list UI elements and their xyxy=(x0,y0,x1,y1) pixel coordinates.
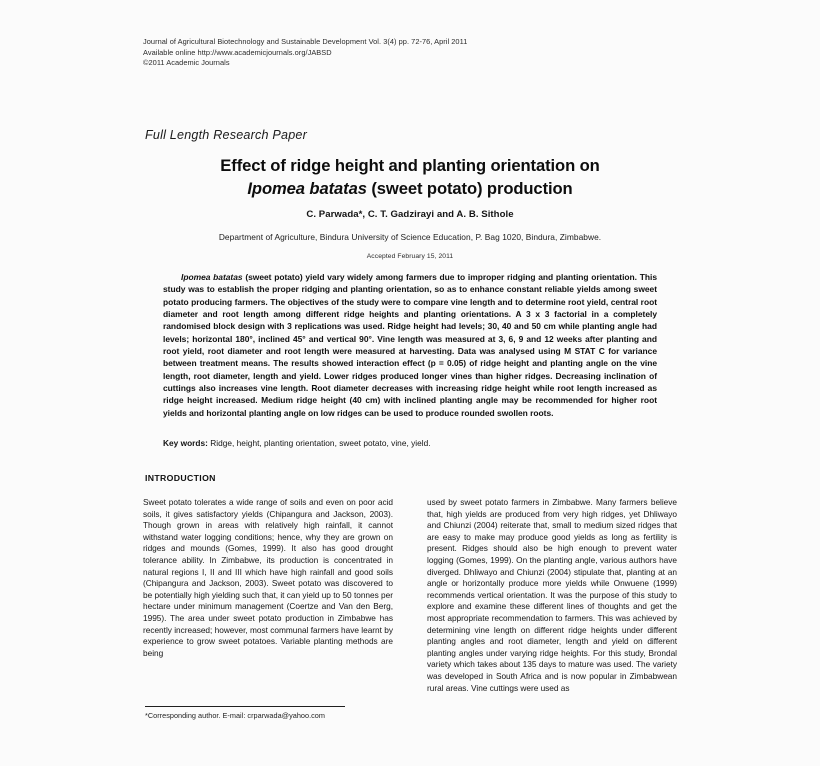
accepted-date: Accepted February 15, 2011 xyxy=(366,253,454,260)
page-title xyxy=(143,154,677,200)
column-right-paragraph: used by sweet potato farmers in Zimbabwe. Many farmers believe that, high yields are produced from very high ridges, yet Dhliwayo and Chiunzi (2004) reiterate that, small to medium sized ridges that are easy to make may produce good yields as long as fertility is present. Ridges should also be high enough to prevent water logging (Gomes, 1999). On the planting angle, various authors have diverged. Dhliwayo and Chiunzi (2004) stipulate that, planting at an angle or horizontally produce more yields while Onwuene (1999) recommends vertical orientation. It was the purpose of this study to explore and examine these different lines of thoughts and get the most appropriate recommendation to farmers. This was achieved by determining vine length on different ridge heights under different planting angles and root diameter, length and yield on different planting angles under varying ridge heights. For this study, Brondal variety which takes about 135 days to mature was used. The variety was developed in South Africa and is now popular in Zimbabwean rural areas. Vine cuttings were used as xyxy=(427,497,677,693)
paper-type-label: Full Length Research Paper xyxy=(145,128,308,142)
column-left-paragraph: Sweet potato tolerates a wide range of soils and even on poor acid soils, it gives satisfactory yields (Chipangura and Jackson, 2003). Though grown in areas with relatively high rainfall, it cannot withstand water logging conditions; hence, why they are grown on ridges and mounds (Gomes, 1999). It also has good drought tolerance ability. In Zimbabwe, its production is concentrated in natural regions I, II and III which have high rainfall and good soils (Chipangura and Jackson, 2003). Sweet potato was discovered to be potentially high yielding such that, it can yield up to 50 tonnes per hectare under minimum management (Coertze and Van den Berg, 1995). The area under sweet potato production in Zimbabwe has recently increased; however, most communal farmers have learnt by experience to grow sweet potatoes. Variable planting methods are being xyxy=(143,497,393,658)
title-species-italic: Ipomea batatas xyxy=(247,179,367,198)
masthead-line-url: Available online http://www.academicjournals.org/JABSD xyxy=(143,47,332,57)
column-left xyxy=(143,497,393,702)
title-line-1: Effect of ridge height and planting orientation on xyxy=(220,156,600,175)
body-columns xyxy=(143,497,677,702)
abstract-body: (sweet potato) yield vary widely among farmers due to improper ridging and planting orientation. This study was to establish the proper ridging and planting orientation, so as to enhance constant reliable yields among sweet potato producing farmers. The objectives of the study were to compare vine length and to determine root yield, central root diameter and root length among different ridge heights and planting orientations. A 3 x 3 factorial in a completely randomised block design with 3 replications was used. Ridge height had levels; 30, 40 and 50 cm while planting angle had levels; horizontal 180°, inclined 45° and vertical 90°. Vine length was measured at 3, 6, 9 and 12 weeks after planting and root yield, root diameter and root length were measured at harvesting. Data was analysed using M STAT C for variance between treatment means. The results showed interaction effect (p = 0.05) of ridge height and planting angle on the vine length, root diameter, length and yield. Lower ridges produced longer vines than higher ridges. Decreasing inclination of cuttings also increases vine length. Root diameter decreases with increasing ridge height while root length increased as ridge height increased. Medium ridge height (40 cm) with inclined planting angle may be recommended for higher root yields and horizontal planting angle on low ridges can be used to produce rounded swollen roots. xyxy=(163,272,658,418)
keywords-label: Key words: xyxy=(163,438,208,448)
paper-content xyxy=(143,0,677,766)
abstract-species-italic: Ipomea batatas xyxy=(181,272,243,282)
section-heading-introduction: INTRODUCTION xyxy=(145,473,216,483)
abstract-text xyxy=(163,271,657,419)
keywords-line xyxy=(163,438,657,448)
column-right xyxy=(427,497,677,702)
footnote-divider xyxy=(145,706,345,707)
title-line-2 xyxy=(143,177,677,200)
masthead-line-copyright: ©2011 Academic Journals xyxy=(143,58,230,68)
title-line-2-rest: (sweet potato) production xyxy=(366,179,573,198)
masthead-line-journal: Journal of Agricultural Biotechnology and Sustainable Development Vol. 3(4) pp. 72-76, April 2011 xyxy=(143,37,468,46)
keywords-values: Ridge, height, planting orientation, sweet potato, vine, yield. xyxy=(207,438,431,448)
journal-masthead xyxy=(143,37,677,69)
affiliation-line: Department of Agriculture, Bindura University of Science Education, P. Bag 1020, Bindura, Zimbabwe. xyxy=(218,232,602,242)
corresponding-author-footnote: *Corresponding author. E-mail: crparwada@yahoo.com xyxy=(145,711,325,720)
author-list: C. Parwada*, C. T. Gadzirayi and A. B. Sithole xyxy=(306,209,514,220)
